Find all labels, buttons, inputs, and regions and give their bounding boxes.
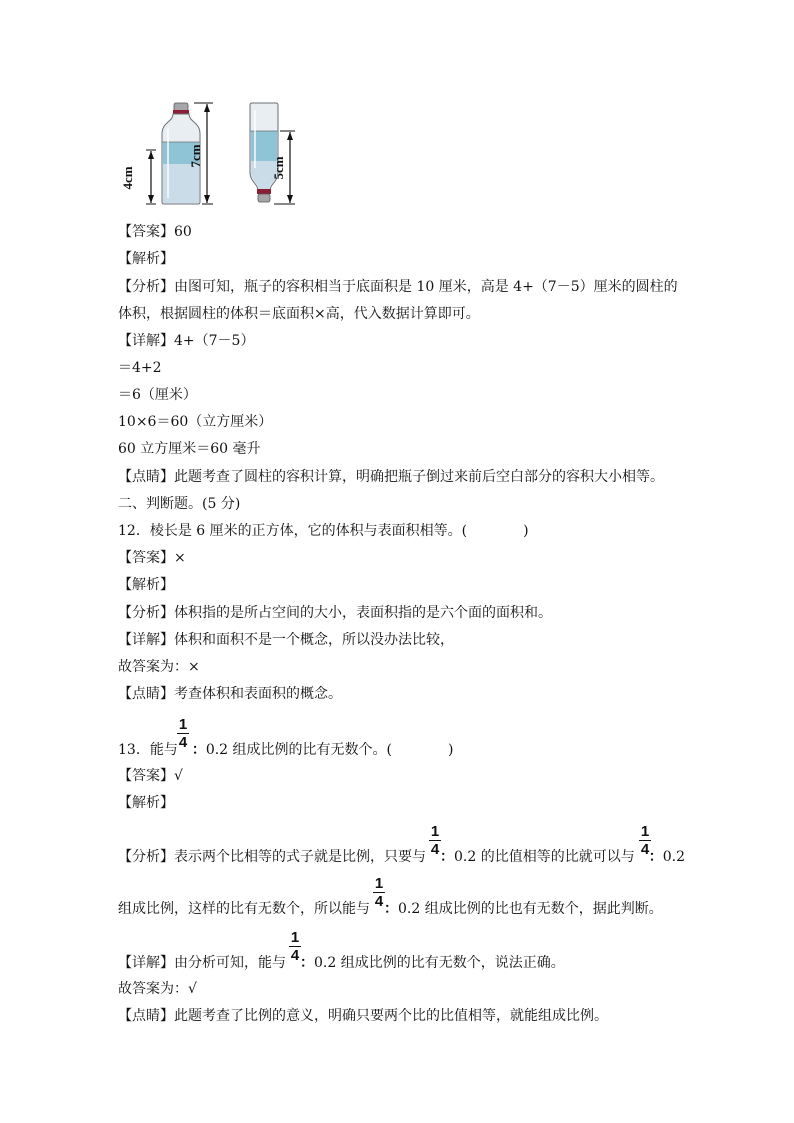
ratio-colon: ： (384, 901, 398, 917)
analysis-heading-13: 【解析】 (118, 795, 174, 811)
fraction-numerator: 1 (178, 716, 188, 733)
text-segment: 0.2 的比值相等的比就可以与 (454, 849, 635, 865)
text-segment: 0.2 (662, 849, 685, 865)
fraction-denominator: 4 (178, 734, 188, 751)
text-segment: 【详解】由分析可知，能与 (118, 955, 286, 971)
detail-line-1: 【详解】4+（7－5） (118, 333, 255, 349)
key-point-12: 【点睛】考查体积和表面积的概念。 (118, 686, 342, 702)
analysis-line-12: 【分析】体积指的是所占空间的大小，表面积指的是六个面的面积和。 (118, 605, 552, 621)
detail-line-2: ＝4+2 (118, 360, 162, 376)
conclusion-12: 故答案为：× (118, 659, 200, 675)
answer-line-12: 【答案】× (118, 550, 186, 566)
text-segment: 【分析】表示两个比相等的式子就是比例，只要与 (118, 849, 426, 865)
analysis-line-2: 体积，根据圆柱的体积＝底面积×高，代入数据计算即可。 (118, 306, 480, 322)
detail-line-3: ＝6（厘米） (118, 387, 197, 403)
detail-line-12: 【详解】体积和面积不是一个概念，所以没办法比较， (118, 632, 454, 648)
answer-line-13: 【答案】√ (118, 768, 183, 784)
detail-line-5: 60 立方厘米＝60 毫升 (118, 441, 261, 457)
key-point-line: 【点睛】此题考查了圆柱的容积计算，明确把瓶子倒过来前后空白部分的容积大小相等。 (118, 469, 664, 485)
mid-dimension-label: 7cm (188, 144, 203, 168)
key-point-13: 【点睛】此题考查了比例的意义，明确只要两个比的比值相等，就能组成比例。 (118, 1008, 608, 1024)
analysis-line-13b (118, 900, 663, 918)
inverted-bottle (250, 103, 278, 202)
fraction-denominator: 4 (290, 947, 300, 964)
fraction-denominator: 4 (374, 893, 384, 910)
analysis-line-13a (118, 848, 685, 866)
text-segment: 组成比例，这样的比有无数个，所以能与 (118, 901, 370, 917)
text-segment: 0.2 组成比例的比有无数个，说法正确。 (314, 955, 565, 971)
fraction-numerator: 1 (430, 823, 440, 840)
text-segment: 0.2 组成比例的比也有无数个，据此判断。 (398, 901, 663, 917)
analysis-heading: 【解析】 (118, 251, 174, 267)
q13-post: 0.2 组成比例的比有无数个。( ) (205, 742, 454, 758)
right-dimension-label: 5cm (271, 156, 286, 180)
ratio-colon: ： (300, 955, 314, 971)
answer-line: 【答案】60 (118, 224, 192, 240)
ratio-colon: ： (648, 849, 663, 865)
conclusion-13: 故答案为：√ (118, 981, 197, 997)
bottle-figure (118, 98, 318, 210)
q13-pre: 13．能与 (118, 742, 178, 758)
fraction-numerator: 1 (374, 875, 384, 892)
detail-line-13 (118, 954, 565, 972)
question-13 (118, 741, 453, 759)
left-dimension-label: 4cm (120, 166, 135, 190)
question-12: 12．棱长是 6 厘米的正方体，它的体积与表面积相等。( ) (118, 523, 529, 539)
section-heading: 二、判断题。(5 分) (118, 496, 241, 512)
fraction-denominator: 4 (430, 841, 440, 858)
ratio-colon: ： (440, 849, 454, 865)
fraction-numerator: 1 (640, 823, 650, 840)
analysis-line-1: 【分析】由图可知，瓶子的容积相当于底面积是 10 厘米，高是 4+（7－5）厘米的圆柱的 (118, 279, 678, 295)
fraction-denominator: 4 (640, 841, 650, 858)
fraction-numerator: 1 (290, 929, 300, 946)
analysis-heading-12: 【解析】 (118, 577, 174, 593)
detail-line-4: 10×6＝60（立方厘米） (118, 414, 273, 430)
ratio-colon: ： (191, 742, 206, 758)
